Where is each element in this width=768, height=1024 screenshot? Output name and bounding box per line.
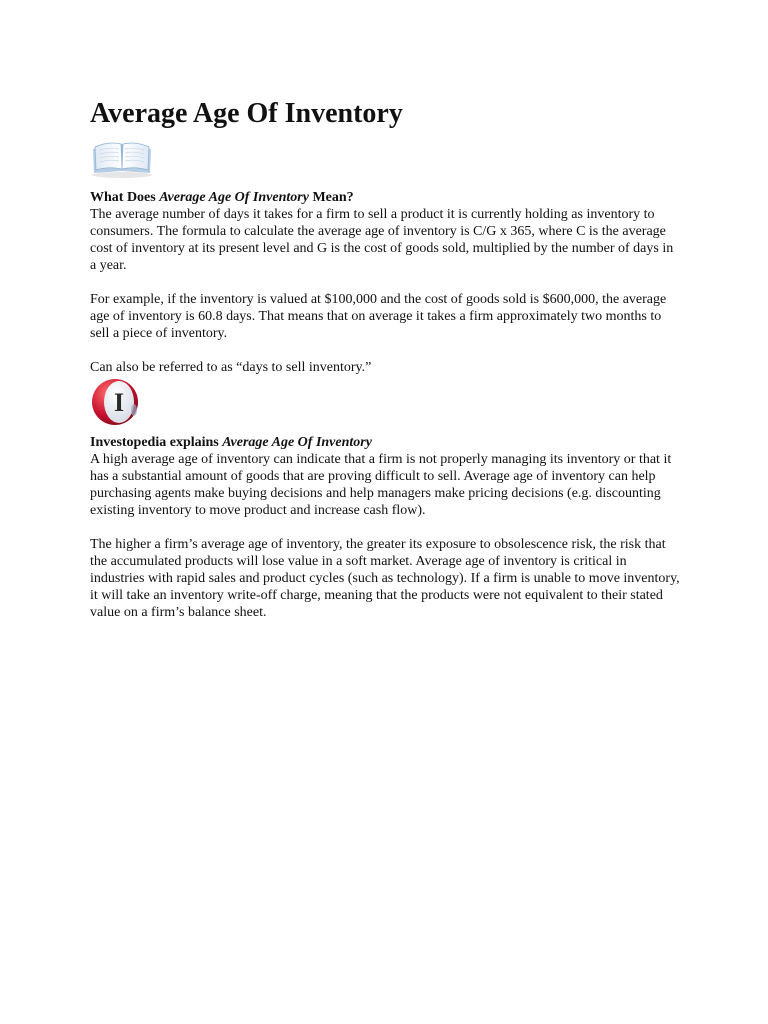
logo-letter: I [113,388,125,417]
paragraph-spacer [90,519,690,536]
definition-paragraph: The average number of days it takes for a firm to sell a product it is currently holding as inventory to consumers. The formula to calculate the average age of inventory is C/G x 365, where C is the average cost of inventory at its present level and G is the cost of goods sold, multiplied by the number of days in a year. [90,207,674,273]
explanation-paragraph: A high average age of inventory can indicate that a firm is not properly managing its inventory or that it has a substantial amount of goods that are proving difficult to sell. Average age of inventory can help purchasing agents make buying decisions and help managers make pricing decisions (e.g. discounting existing inventory to move product and increase cash flow). [90,452,672,518]
document-content [90,97,690,621]
investopedia-logo-icon [90,378,142,428]
paragraph-spacer [90,342,690,359]
explanation-paragraph: The higher a firm’s average age of inventory, the greater its exposure to obsolescence risk, the risk that the accumulated products will lose value in a soft market. Average age of inventory is critical in industries with rapid sales and product cycles (such as technology). If a firm is unable to move inventory, it will take an inventory write-off charge, meaning that the products were not equivalent to their stated value on a firm’s balance sheet. [90,537,680,620]
definition-heading-term: Average Age Of Inventory [159,190,309,205]
definition-heading-suffix: Mean? [308,190,354,205]
definition-heading-prefix: What Does [90,190,160,205]
alias-paragraph: Can also be referred to as “days to sell inventory.” [90,360,372,375]
explanation-heading [90,434,690,451]
example-paragraph: For example, if the inventory is valued at $100,000 and the cost of goods sold is $600,000, the average age of inventory is 60.8 days. That means that on average it takes a firm approximately two months to sell a piece of inventory. [90,292,667,341]
open-book-icon [90,135,154,179]
page-title: Average Age Of Inventory [90,98,403,129]
explanation-heading-prefix: Investopedia explains [90,435,223,450]
definition-heading [90,189,690,206]
paragraph-spacer [90,274,690,291]
explanation-heading-term: Average Age Of Inventory [222,435,372,450]
